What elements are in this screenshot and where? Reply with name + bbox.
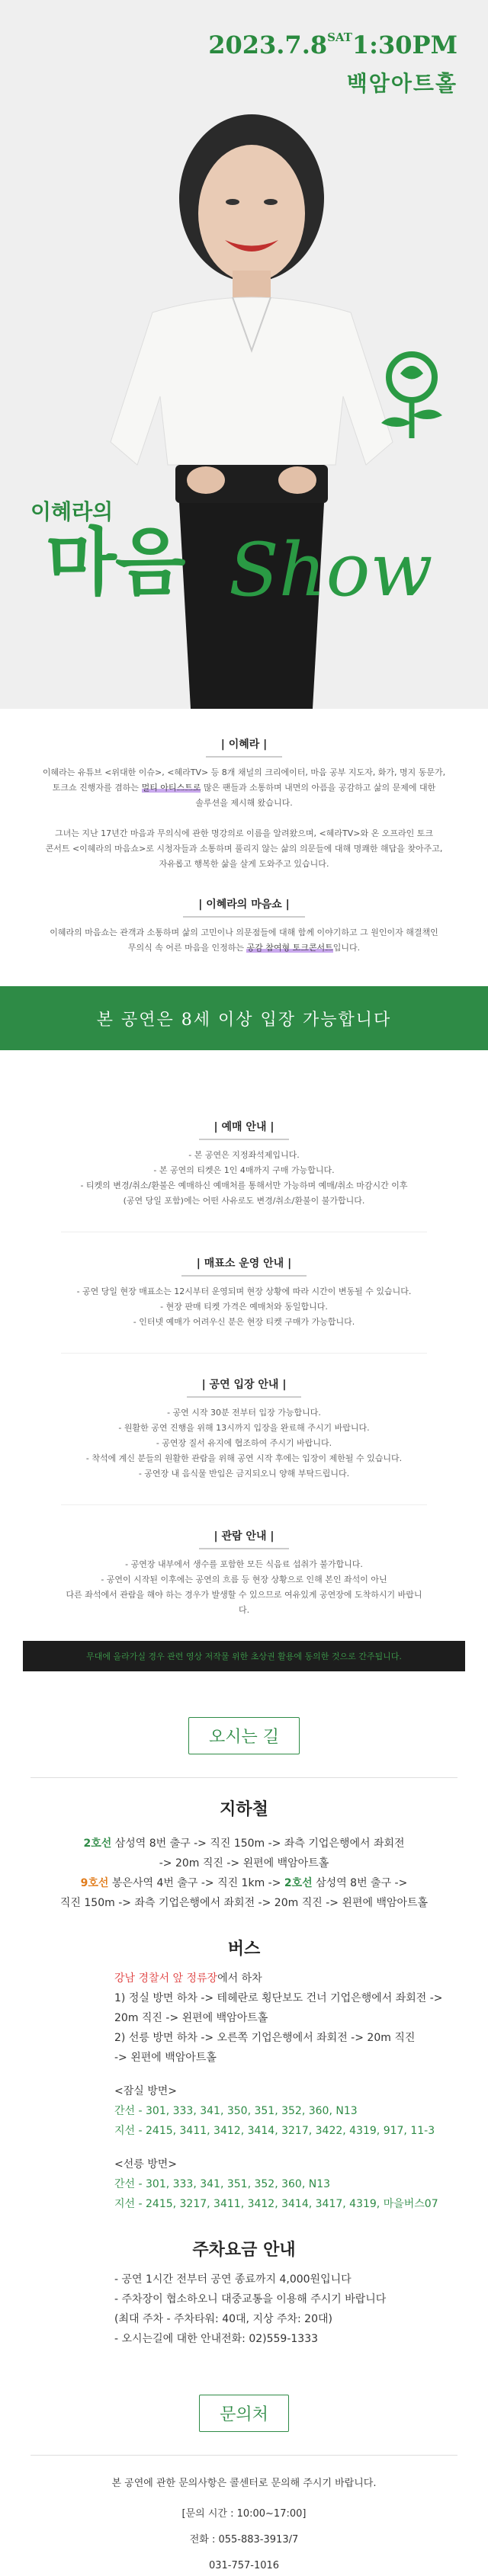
bus-heading: 버스 [227,1940,261,1959]
time-text: 1:30PM [352,30,458,59]
divider [30,1777,458,1778]
text-line: - 공연 1시간 전부터 공연 종료까지 4,000원입니다 [114,2273,352,2286]
notice-line: - 착석에 계신 분들의 원활한 관람을 위해 공연 시작 후에는 입장이 제한될 수 있습니다. [85,1453,403,1463]
contact-tag: 문의처 [199,2395,289,2432]
text-span: 많은 팬들과 소통하며 내면의 아픔을 공감하고 삶의 문제에 대한 [203,783,436,793]
text-span: 봉은사역 4번 출구 -> 직진 1km -> [111,1877,281,1889]
bus-list: 지선 - 2415, 3411, 3412, 3414, 3217, 3422, 4319, 917, 11-3 [114,2125,435,2137]
day-text: SAT [327,30,352,44]
line-2-label: 2호선 [284,1877,313,1889]
notice-line: - 티켓의 변경/취소/환불은 예매하신 예매처를 통해서만 가능하며 예매/취소 마감시간 이후 [80,1181,408,1190]
performer-name: 이혜라의 [30,499,114,524]
text-span: 입니다. [332,943,361,953]
text-line [30,1834,458,1854]
text-line [30,780,458,796]
notice-line: - 현장 판매 티켓 가격은 예매처와 동일합니다. [160,1302,328,1312]
text-span: 무의식 속 어른 마음을 인정하는 [127,943,244,953]
line-9-label: 9호선 [80,1877,109,1889]
rose-icon [366,343,458,442]
text-line: 1) 정실 방면 하차 -> 테헤란로 횡단보도 건너 기업은행에서 좌회전 -> [114,1992,443,2004]
text-line: - 오시는길에 대한 안내전화: 02)559-1333 [114,2333,319,2345]
performer-photo [92,107,412,709]
intro-section [0,709,488,986]
phone-number: 전화 : 055-883-3913/7 [189,2534,299,2546]
text-line: (최대 주차 - 주차타워: 40대, 지상 주차: 20대) [114,2313,332,2325]
text-line: 20m 직진 -> 왼편에 백암아트홀 [114,2012,268,2024]
text-line: 자유롭고 행복한 삶을 살게 도와주고 있습니다. [159,859,329,869]
text-line: -> 왼편에 백암아트홀 [114,2052,217,2064]
ticket-office-notice [61,1232,427,1353]
text-span: 삼성역 8번 출구 -> [316,1877,408,1889]
parking-heading: 주차요금 안내 [192,2241,296,2260]
portrait-rights-notice: 무대에 올라가실 경우 관련 영상 저작물 위한 초상권 활용에 동의한 것으로 간주됩니다. [23,1641,465,1671]
notice-line: - 공연장 내부에서 생수를 포함한 모든 식음료 섭취가 불가합니다. [125,1559,363,1569]
text-span: 에서 하차 [217,1972,262,1985]
intro-heading: | 이혜라 | [206,736,283,758]
subway-directions [30,1834,458,1913]
seolleung-heading: <선릉 방면> [114,2158,178,2171]
text-span: 삼성역 8번 출구 -> 직진 150m -> 좌측 기업은행에서 좌회전 [114,1837,405,1850]
bus-stop-name: 강남 경찰서 앞 정류장 [114,1972,218,1985]
text-line: [문의 시간 : 10:00~17:00] [181,2508,307,2520]
jamsil-heading: <잠실 방면> [114,2085,178,2097]
show-title-en: Show [229,527,433,613]
watching-notice [61,1505,427,1641]
notice-line: - 원활한 공연 진행을 위해 13시까지 입장을 완료해 주시기 바랍니다. [118,1423,370,1433]
text-line: 이혜라의 마음쇼는 관객과 소통하며 삶의 고민이나 의문점들에 대해 함께 이야기하고 그 원인이자 해결책인 [50,928,438,937]
watch-heading: | 관람 안내 | [199,1528,290,1549]
entry-notice [61,1354,427,1504]
notice-line: (공연 당일 포함)에는 어떤 사유로도 변경/취소/환불이 불가합니다. [123,1196,365,1206]
notice-line: - 공연장 내 음식물 반입은 금지되오니 양해 부탁드립니다. [138,1469,350,1479]
notice-line: - 공연장 질서 유지에 협조하여 주시기 바랍니다. [156,1438,332,1448]
directions-tag: 오시는 길 [188,1717,300,1754]
bus-directions [30,1969,458,2214]
parking-info [30,2270,458,2349]
hero-banner [0,0,488,709]
divider [30,2455,458,2456]
entry-heading: | 공연 입장 안내 | [187,1376,302,1398]
text-line: 직진 150m -> 좌측 기업은행에서 좌회전 -> 20m 직진 -> 왼편에 백암아트홀 [59,1897,429,1909]
line-2-label: 2호선 [83,1837,112,1850]
venue: 백암아트홀 [346,71,458,96]
text-span: 토크쇼 진행자를 겸하는 [52,783,140,793]
intro-paragraph-1 [30,765,458,811]
phone-number: 031-757-1016 [208,2560,280,2571]
subway-heading: 지하철 [220,1800,268,1819]
notices-section [0,1050,488,1641]
notice-line: 다른 좌석에서 관람을 해야 하는 경우가 발생할 수 있으므로 여유있게 공연장에 도착하시기 바랍니다. [66,1590,422,1615]
bus-list: 간선 - 301, 333, 341, 351, 352, 360, N13 [114,2178,331,2190]
text-line: - 주차장이 협소하오니 대중교통을 이용해 주시기 바랍니다 [114,2293,387,2305]
text-line: 솔루션을 제시해 왔습니다. [195,798,293,808]
text-line: 콘서트 <이혜라의 마음쇼>로 시청자들과 소통하며 풀리지 않는 삶의 의문들에 대해 명쾌한 해답을 찾아주고, [45,844,443,854]
event-date [208,30,458,59]
notice-line: - 공연이 시작된 이후에는 공연의 흐름 등 현장 상황으로 인해 본인 좌석이 아닌 [101,1575,387,1584]
notice-line: - 공연 시작 30분 전부터 입장 가능합니다. [167,1408,321,1418]
booking-notice [61,1096,427,1232]
intro-paragraph-2 [30,826,458,872]
bus-list: 간선 - 301, 333, 341, 350, 351, 352, 360, N13 [114,2105,358,2117]
show-heading: | 이혜라의 마음쇼 | [183,896,305,918]
text-line [114,1969,458,1988]
date-text: 2023.7.8 [208,30,328,59]
notice-line: - 본 공연의 티켓은 1인 4매까지 구매 가능합니다. [153,1165,335,1175]
contact-section [0,2349,488,2576]
text-line: 이혜라는 유튜브 <위대한 이슈>, <혜라TV> 등 8개 채널의 크리에이터, 마음 공부 지도자, 화가, 명지 동문가, [42,767,446,777]
text-line: -> 20m 직진 -> 왼편에 백암아트홀 [159,1857,329,1870]
highlight: 공감 참여형 토크콘서트 [246,943,333,953]
notice-line: - 본 공연은 지정좌석제입니다. [188,1150,300,1160]
text-line: 그녀는 지난 17년간 마음과 무의식에 관한 명강의로 이름을 알려왔으며, <혜라TV>와 온 오프라인 토크 [55,828,433,838]
show-title-ko: 마음 [46,519,185,605]
ticket-heading: | 매표소 운영 안내 | [181,1255,307,1277]
contact-info [30,2474,458,2576]
text-line: 2) 선릉 방면 하차 -> 오른쪽 기업은행에서 좌회전 -> 20m 직진 [114,2032,416,2044]
bus-list: 지선 - 2415, 3217, 3411, 3412, 3414, 3417, 4319, 마을버스07 [114,2198,438,2210]
show-paragraph [30,925,458,956]
text-line: 본 공연에 관한 문의사항은 콜센터로 문의해 주시기 바랍니다. [111,2478,377,2489]
age-notice-banner: 본 공연은 8세 이상 입장 가능합니다 [0,986,488,1050]
directions-section [0,1671,488,2349]
notice-line: - 인터넷 예매가 어려우신 분은 현장 티켓 구매가 가능합니다. [133,1317,355,1327]
text-line [30,1873,458,1893]
highlight: 멀티 아티스트로 [141,783,201,793]
text-line [30,940,458,956]
booking-heading: | 예매 안내 | [199,1119,290,1140]
notice-line: - 공연 당일 현장 매표소는 12시부터 운영되며 현장 상황에 따라 시간이 변동될 수 있습니다. [76,1286,412,1296]
